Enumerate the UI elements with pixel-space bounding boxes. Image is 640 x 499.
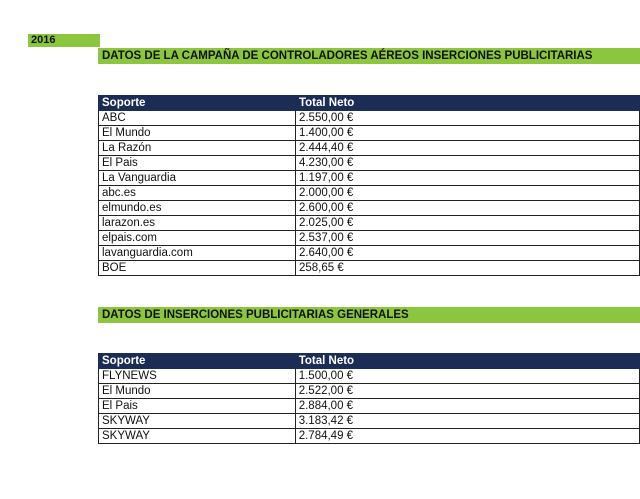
table-header-row xyxy=(99,354,640,369)
table-row xyxy=(99,111,640,126)
cell-total: 1.197,00 € xyxy=(295,171,639,186)
cell-total: 2.550,00 € xyxy=(295,111,639,126)
cell-total: 1.500,00 € xyxy=(295,369,639,384)
table-row xyxy=(99,246,640,261)
table-row xyxy=(99,201,640,216)
campaign-table xyxy=(98,95,640,276)
table-row xyxy=(99,216,640,231)
cell-soporte: La Vanguardia xyxy=(99,171,296,186)
section-title-general: DATOS DE INSERCIONES PUBLICITARIAS GENERALES xyxy=(98,307,640,323)
cell-soporte: elmundo.es xyxy=(99,201,296,216)
cell-total: 2.884,00 € xyxy=(295,399,639,414)
cell-soporte: SKYWAY xyxy=(99,414,296,429)
table-row xyxy=(99,414,640,429)
cell-soporte: El Mundo xyxy=(99,126,296,141)
table-row xyxy=(99,399,640,414)
year-label: 2016 xyxy=(28,34,100,47)
cell-total: 2.537,00 € xyxy=(295,231,639,246)
column-header-soporte: Soporte xyxy=(99,354,296,369)
cell-total: 2.600,00 € xyxy=(295,201,639,216)
table-row xyxy=(99,369,640,384)
cell-soporte: BOE xyxy=(99,261,296,276)
cell-total: 2.025,00 € xyxy=(295,216,639,231)
general-table xyxy=(98,353,640,444)
cell-soporte: lavanguardia.com xyxy=(99,246,296,261)
table-row xyxy=(99,231,640,246)
cell-soporte: elpais.com xyxy=(99,231,296,246)
section-title-campaign: DATOS DE LA CAMPAÑA DE CONTROLADORES AÉREOS INSERCIONES PUBLICITARIAS xyxy=(98,48,640,64)
column-header-total-neto: Total Neto xyxy=(295,96,639,111)
cell-soporte: El Pais xyxy=(99,399,296,414)
cell-soporte: abc.es xyxy=(99,186,296,201)
cell-soporte: La Razón xyxy=(99,141,296,156)
cell-soporte: SKYWAY xyxy=(99,429,296,444)
cell-total: 258,65 € xyxy=(295,261,639,276)
table-row xyxy=(99,261,640,276)
cell-total: 2.640,00 € xyxy=(295,246,639,261)
table-row xyxy=(99,429,640,444)
cell-soporte: ABC xyxy=(99,111,296,126)
cell-soporte: El Mundo xyxy=(99,384,296,399)
cell-total: 2.444,40 € xyxy=(295,141,639,156)
cell-total: 3.183,42 € xyxy=(295,414,639,429)
table-row xyxy=(99,126,640,141)
table-row xyxy=(99,156,640,171)
cell-total: 1.400,00 € xyxy=(295,126,639,141)
table-row xyxy=(99,141,640,156)
cell-total: 2.522,00 € xyxy=(295,384,639,399)
table-header-row xyxy=(99,96,640,111)
table-row xyxy=(99,384,640,399)
column-header-soporte: Soporte xyxy=(99,96,296,111)
cell-total: 2.000,00 € xyxy=(295,186,639,201)
cell-total: 4.230,00 € xyxy=(295,156,639,171)
cell-soporte: FLYNEWS xyxy=(99,369,296,384)
table-row xyxy=(99,186,640,201)
cell-soporte: larazon.es xyxy=(99,216,296,231)
column-header-total-neto: Total Neto xyxy=(295,354,639,369)
table-row xyxy=(99,171,640,186)
cell-total: 2.784,49 € xyxy=(295,429,639,444)
cell-soporte: El Pais xyxy=(99,156,296,171)
